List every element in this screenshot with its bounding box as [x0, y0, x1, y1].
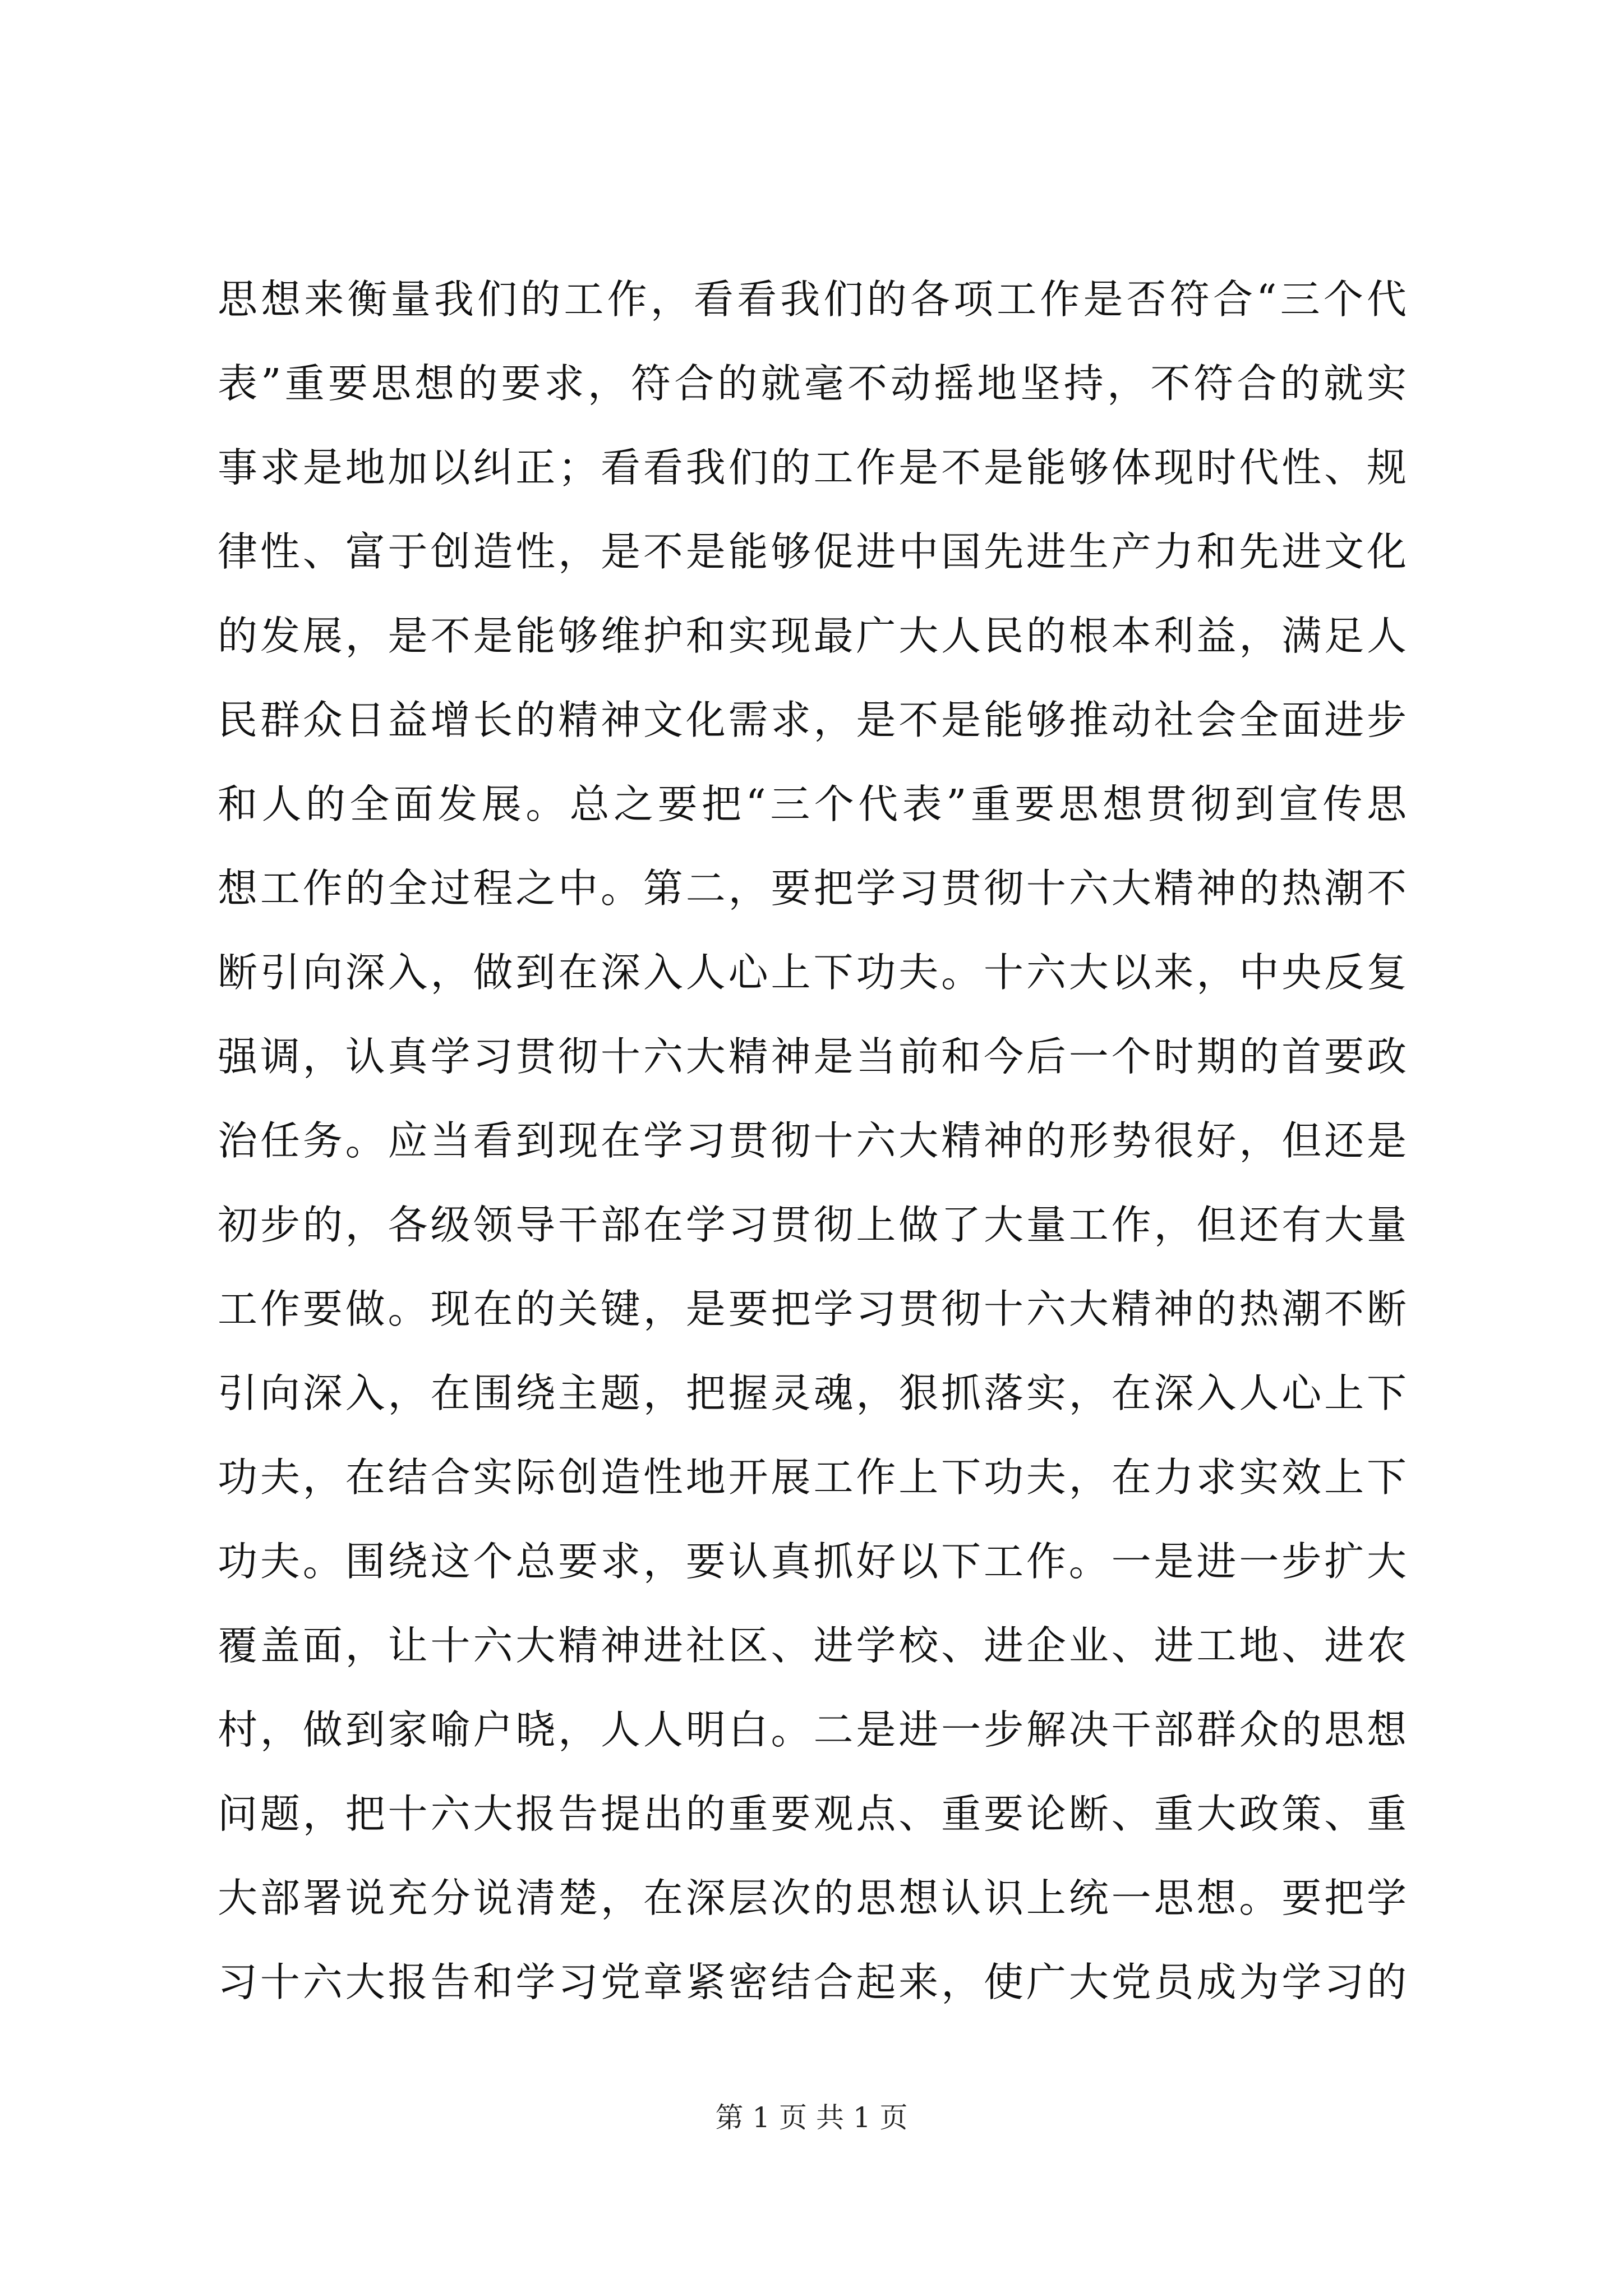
- page-number-footer: 第 1 页 共 1 页: [715, 2101, 908, 2134]
- text-line: 思想来衡量我们的工作，看看我们的各项工作是否符合“三个代: [218, 276, 1407, 323]
- text-line: 的发展，是不是能够维护和实现最广大人民的根本利益，满足人: [218, 613, 1407, 659]
- text-line: 功夫。围绕这个总要求，要认真抓好以下工作。一是进一步扩大: [218, 1538, 1407, 1585]
- text-line: 大部署说充分说清楚，在深层次的思想认识上统一思想。要把学: [218, 1875, 1407, 1921]
- text-line: 和人的全面发展。总之要把“三个代表”重要思想贯彻到宣传思: [218, 781, 1407, 827]
- text-line: 习十六大报告和学习党章紧密结合起来，使广大党员成为学习的: [218, 1959, 1407, 2005]
- text-line: 村，做到家喻户晓，人人明白。二是进一步解决干部群众的思想: [218, 1706, 1407, 1753]
- text-line: 问题，把十六大报告提出的重要观点、重要论断、重大政策、重: [218, 1791, 1407, 1837]
- text-line: 初步的，各级领导干部在学习贯彻上做了大量工作，但还有大量: [218, 1202, 1407, 1248]
- text-line: 强调，认真学习贯彻十六大精神是当前和今后一个时期的首要政: [218, 1033, 1407, 1080]
- text-line: 引向深入，在围绕主题，把握灵魂，狠抓落实，在深入人心上下: [218, 1370, 1407, 1416]
- body-text: [218, 257, 1407, 2024]
- text-line: 民群众日益增长的精神文化需求，是不是能够推动社会全面进步: [218, 697, 1407, 743]
- text-line: 表”重要思想的要求，符合的就毫不动摇地坚持，不符合的就实: [218, 360, 1407, 407]
- text-line: 断引向深入，做到在深入人心上下功夫。十六大以来，中央反复: [218, 949, 1407, 996]
- text-line: 事求是地加以纠正；看看我们的工作是不是能够体现时代性、规: [218, 444, 1407, 491]
- text-line: 工作要做。现在的关键，是要把学习贯彻十六大精神的热潮不断: [218, 1286, 1407, 1332]
- text-line: 想工作的全过程之中。第二，要把学习贯彻十六大精神的热潮不: [218, 865, 1407, 912]
- text-line: 治任务。应当看到现在学习贯彻十六大精神的形势很好，但还是: [218, 1117, 1407, 1164]
- text-line: 功夫，在结合实际创造性地开展工作上下功夫，在力求实效上下: [218, 1454, 1407, 1501]
- text-line: 律性、富于创造性，是不是能够促进中国先进生产力和先进文化: [218, 528, 1407, 575]
- text-line: 覆盖面，让十六大精神进社区、进学校、进企业、进工地、进农: [218, 1622, 1407, 1669]
